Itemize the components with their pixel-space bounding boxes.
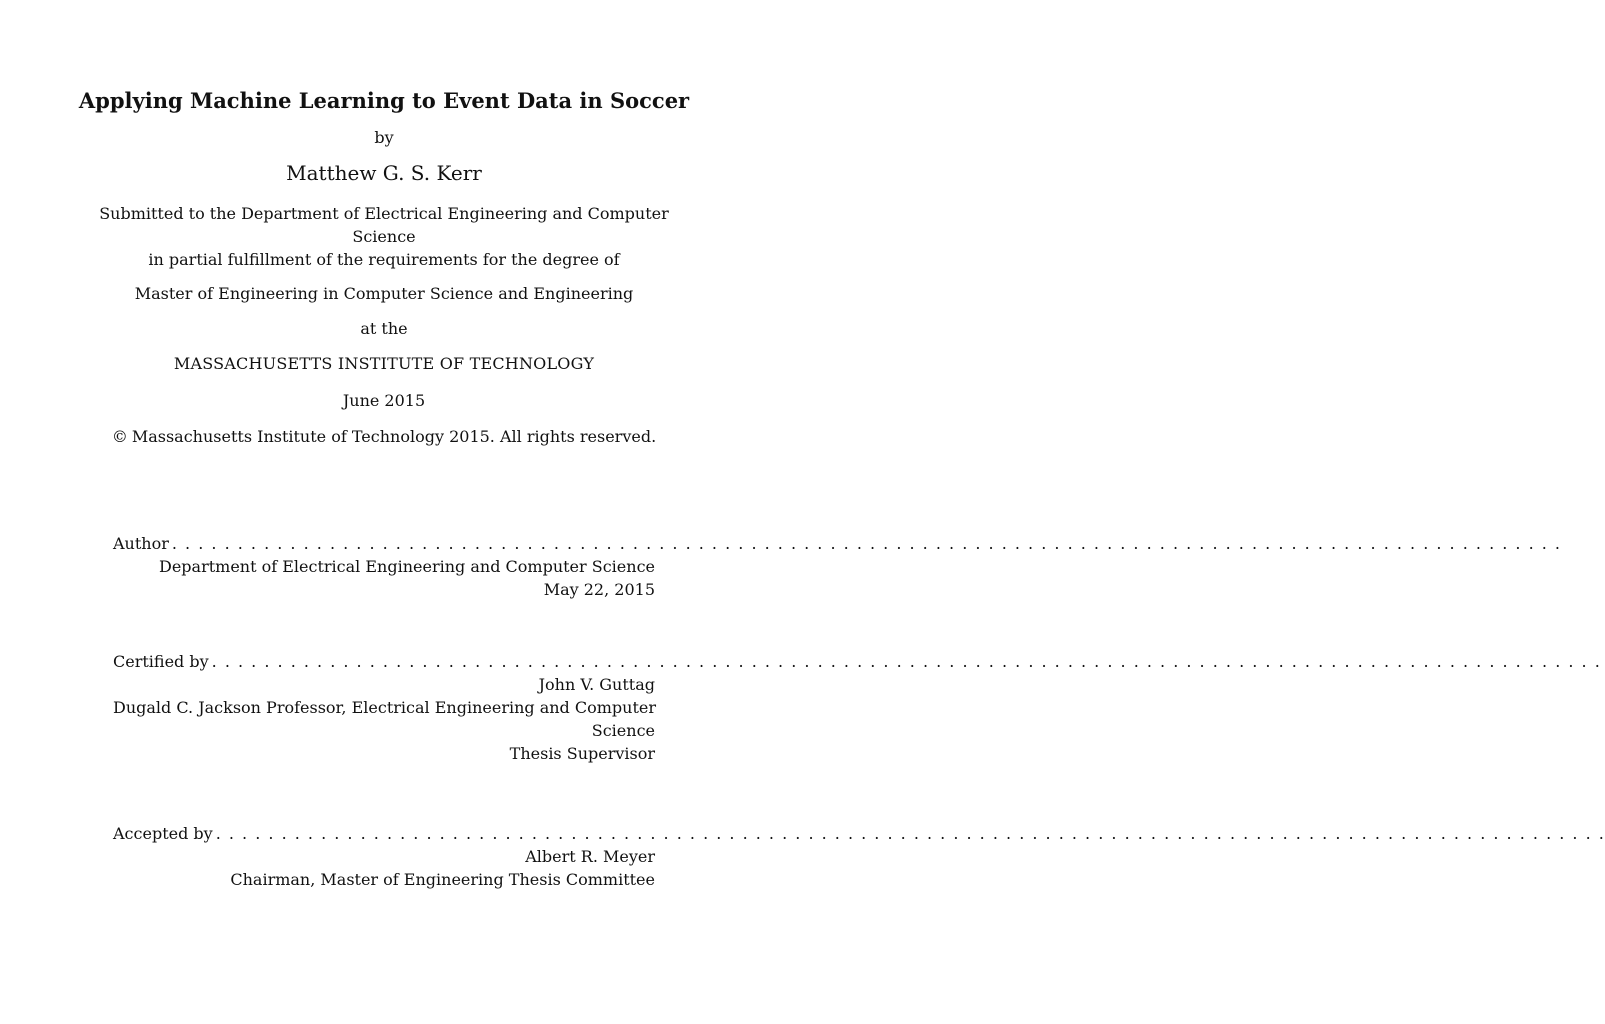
degree-name: Master of Engineering in Computer Science and Engineering bbox=[134, 284, 634, 303]
copyright-text: Massachusetts Institute of Technology 2015. All rights reserved. bbox=[131, 427, 657, 446]
signature-detail: Albert R. Meyer bbox=[525, 847, 655, 866]
signature-dots: . . . . . . . . . . . . . . . . . . . . . . . . . . . . . . . . . . . . . . . . . . . . . . . . . . . . . . . . . . . . . . . . . . . . . . . . . . . . . . . . . . . . . . . . . . . . . . . . . . . . . . . . . . bbox=[211, 652, 1602, 671]
at-the-text: at the bbox=[360, 319, 408, 338]
signature-dots: . . . . . . . . . . . . . . . . . . . . . . . . . . . . . . . . . . . . . . . . . . . . . . . . . . . . . . . . . . . . . . . . . . . . . . . . . . . . . . . . . . . . . . . . . . . . . . . . . . . . . . . . . . bbox=[215, 824, 1605, 843]
signature-detail: John V. Guttag bbox=[538, 675, 655, 694]
institution-name: MASSACHUSETTS INSTITUTE OF TECHNOLOGY bbox=[173, 354, 595, 373]
signature-line bbox=[113, 822, 1605, 845]
submission-line: Science bbox=[352, 227, 416, 246]
signature-label: Author bbox=[113, 534, 169, 553]
signature-detail: Science bbox=[591, 721, 655, 740]
signature-detail: Thesis Supervisor bbox=[509, 744, 655, 763]
signature-dots: . . . . . . . . . . . . . . . . . . . . . . . . . . . . . . . . . . . . . . . . . . . . . . . . . . . . . . . . . . . . . . . . . . . . . . . . . . . . . . . . . . . . . . . . . . . . . . . . . . . . . . . . . . bbox=[171, 534, 1562, 553]
signature-detail: Department of Electrical Engineering and Computer Science bbox=[158, 557, 655, 576]
signature-detail: May 22, 2015 bbox=[543, 580, 655, 599]
copyright-icon: © bbox=[111, 427, 128, 446]
signature-detail: Dugald C. Jackson Professor, Electrical Engineering and Computer bbox=[113, 698, 657, 717]
accepted-signature-block bbox=[113, 822, 1605, 891]
thesis-title: Applying Machine Learning to Event Data in Soccer bbox=[78, 88, 690, 113]
submission-line: Submitted to the Department of Electrical Engineering and Computer bbox=[99, 204, 669, 223]
author-signature-block bbox=[113, 532, 1562, 601]
by-text: by bbox=[374, 128, 394, 147]
signature-label: Accepted by bbox=[113, 824, 213, 843]
signature-label: Certified by bbox=[113, 652, 209, 671]
author-name: Matthew G. S. Kerr bbox=[286, 161, 482, 185]
copyright-notice bbox=[0, 429, 768, 445]
certified-signature-block bbox=[113, 650, 1602, 765]
signature-detail: Chairman, Master of Engineering Thesis Committee bbox=[230, 870, 655, 889]
submission-line: in partial fulfillment of the requirements for the degree of bbox=[148, 250, 620, 269]
signature-line bbox=[113, 532, 1562, 555]
submission-statement bbox=[0, 202, 768, 271]
signature-line bbox=[113, 650, 1602, 673]
submission-date: June 2015 bbox=[342, 391, 426, 410]
